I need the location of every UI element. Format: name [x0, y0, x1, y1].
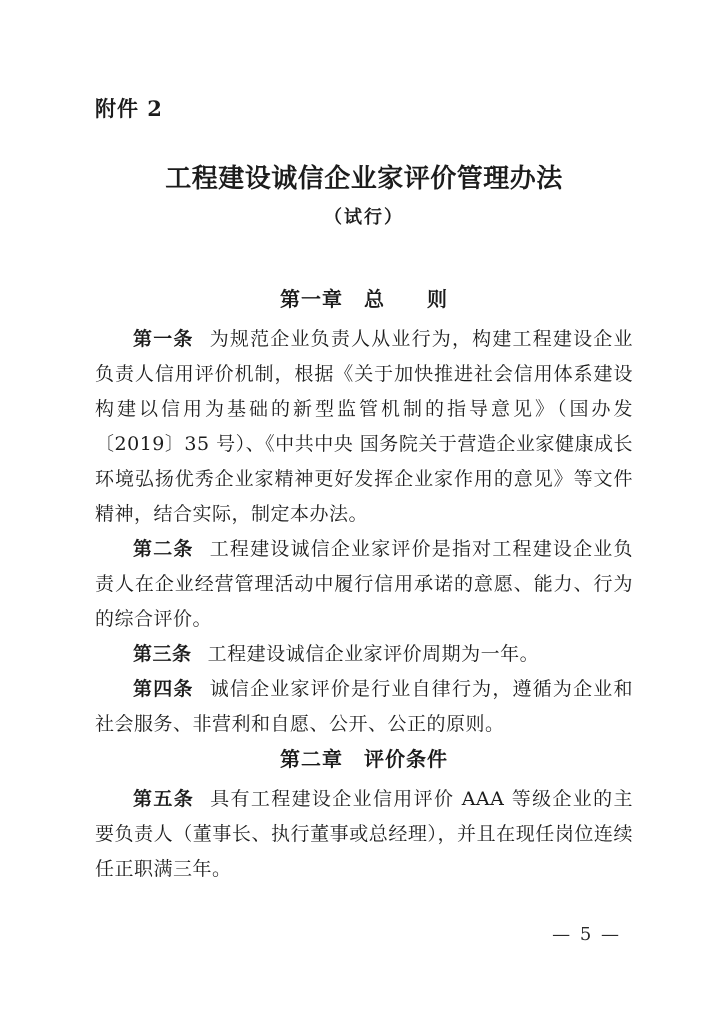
article-4: [95, 672, 633, 742]
article-1: [95, 322, 633, 532]
article-1-text: 为规范企业负责人从业行为，构建工程建设企业负责人信用评价机制，根据《关于加快推进社会信用体系建设构建以信用为基础的新型监管机制的指导意见》（国办发〔2019〕35 号）、《中共中央 国务院关于营造企业家健康成长环境弘扬优秀企业家精神更好发挥企业家作用的意见》等文件精神，结合实际，制定本办法。: [95, 328, 633, 525]
article-3-number: 第三条: [133, 643, 192, 665]
article-2-text: 工程建设诚信企业家评价是指对工程建设企业负责人在企业经营管理活动中履行信用承诺的意愿、能力、行为的综合评价。: [95, 538, 633, 630]
article-1-number: 第一条: [133, 328, 194, 350]
article-3-text: 工程建设诚信企业家评价周期为一年。: [207, 643, 540, 665]
document-subtitle: （试行）: [324, 207, 404, 228]
chapter-2-heading: 第二章 评价条件: [280, 747, 448, 771]
article-4-text: 诚信企业家评价是行业自律行为，遵循为企业和社会服务、非营利和自愿、公开、公正的原则。: [95, 678, 633, 735]
page-number: — 5 —: [552, 924, 621, 945]
article-3: [95, 637, 633, 672]
chapter-1-heading: 第一章 总 则: [280, 287, 448, 311]
article-2: [95, 532, 633, 637]
article-4-number: 第四条: [133, 678, 194, 700]
article-5-number: 第五条: [133, 788, 195, 810]
article-5-text: 具有工程建设企业信用评价 AAA 等级企业的主要负责人（董事长、执行董事或总经理），并且在现任岗位连续任正职满三年。: [95, 788, 633, 880]
attachment-label: 附件 2: [95, 96, 163, 121]
article-5: [95, 782, 633, 887]
article-2-number: 第二条: [133, 538, 194, 560]
document-title: 工程建设诚信企业家评价管理办法: [165, 164, 563, 194]
